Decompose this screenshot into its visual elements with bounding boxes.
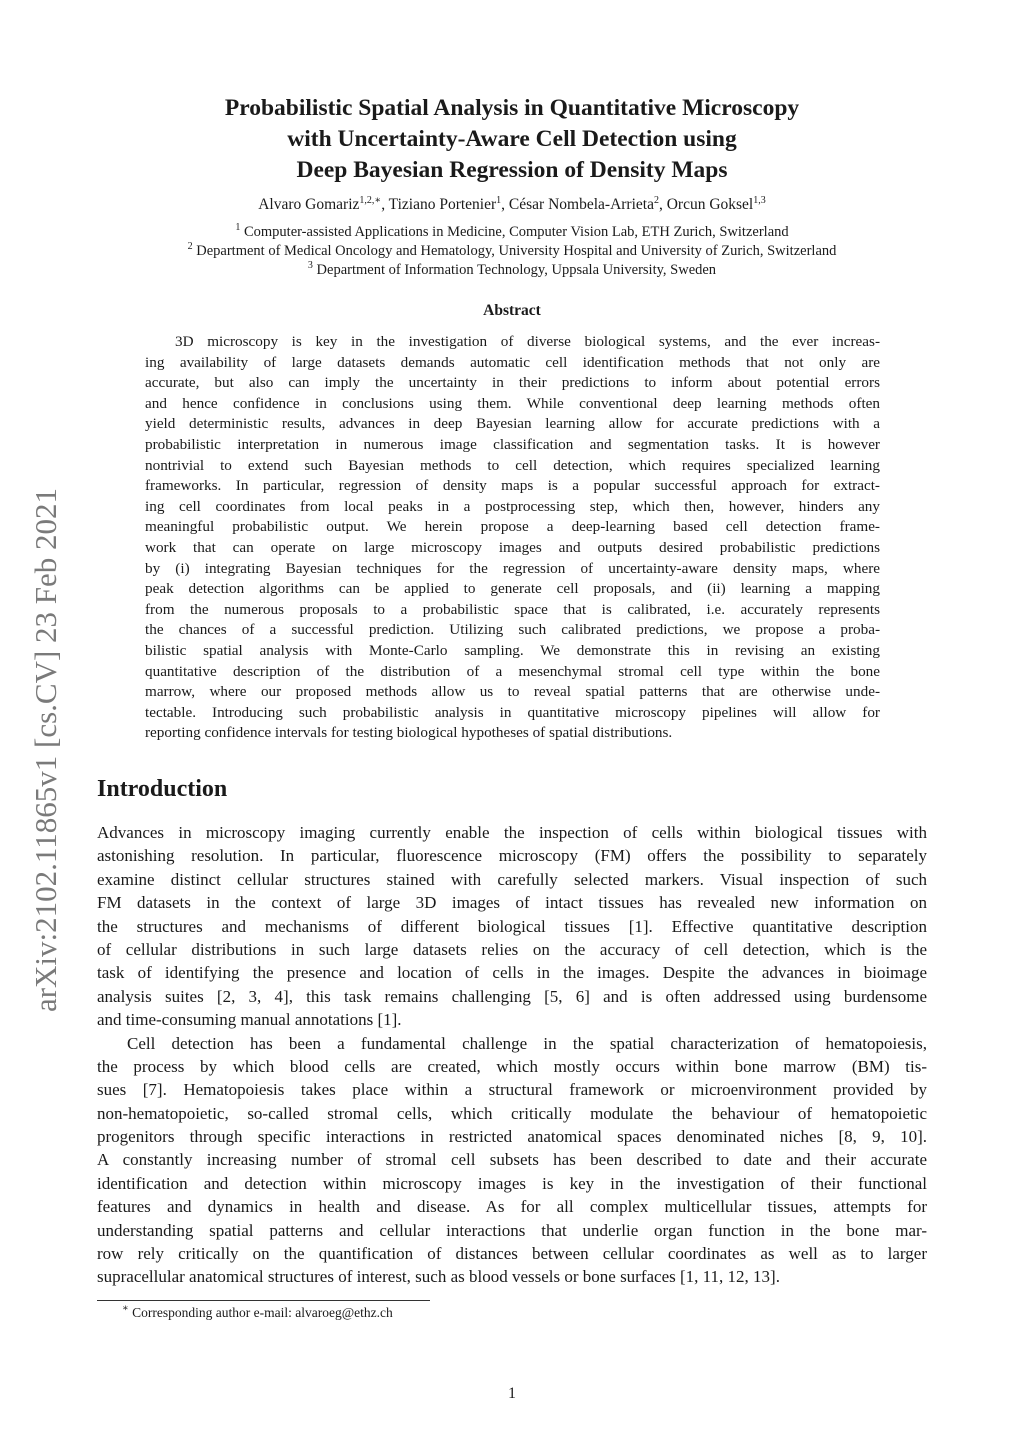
text-line: identification and detection within microscopy images is key in the investigation of their functional: [97, 1173, 927, 1193]
page-number: 1: [508, 1385, 516, 1402]
text-line: peak detection algorithms can be applied to generate cell proposals, and (ii) learning a mapping: [145, 580, 880, 598]
text-line: tectable. Introducing such probabilistic analysis in quantitative microscopy pipelines will allow for: [145, 703, 880, 721]
abstract-heading: Abstract: [483, 302, 541, 319]
text-line: non-hematopoietic, so-called stromal cells, which critically modulate the behaviour of hematopoietic: [97, 1103, 927, 1123]
title-line: Probabilistic Spatial Analysis in Quantitative Microscopy: [224, 95, 800, 121]
text-line: examine distinct cellular structures stained with carefully selected markers. Visual inspection of such: [97, 869, 927, 889]
text-line: from the numerous proposals to a probabilistic space that is calibrated, i.e. accurately represents: [145, 600, 880, 618]
footnote-rule: [97, 1300, 430, 1301]
text-line: features and dynamics in health and disease. As for all complex multicellular tissues, attempts for: [97, 1197, 927, 1217]
text-line: and time-consuming manual annotations [1].: [97, 1010, 402, 1030]
text-line: astonishing resolution. In particular, fluorescence microscopy (FM) offers the possibility to separately: [97, 846, 927, 866]
author-affiliation-mark: 1: [496, 195, 502, 206]
text-line: probabilistic interpretation in numerous image classification and segmentation tasks. It is however: [145, 435, 880, 453]
text-line: the process by which blood cells are created, which mostly occurs within bone marrow (BM) tis-: [97, 1056, 927, 1076]
text-line: understanding spatial patterns and cellular interactions that underlie organ function in the bone mar-: [97, 1220, 927, 1240]
abstract-body: [145, 332, 880, 744]
text-line: ing cell coordinates from local peaks in a postprocessing step, which then, however, hinders any: [145, 497, 880, 515]
affiliation-number: 3: [307, 260, 313, 271]
text-line: and hence confidence in conclusions using them. While conventional deep learning methods often: [145, 394, 880, 412]
section-heading-introduction: Introduction: [97, 776, 228, 802]
text-line: marrow, where our proposed methods allow us to reveal spatial patterns that are otherwise unde-: [145, 683, 880, 701]
author-name: Tiziano Portenier: [388, 196, 497, 213]
footnote-mark: ∗: [122, 1303, 129, 1314]
text-line: row rely critically on the quantification of distances between cellular coordinates as well as to larger: [97, 1244, 927, 1264]
affiliation-text: Department of Information Technology, Uppsala University, Sweden: [316, 262, 717, 278]
text-line: sues [7]. Hematopoiesis takes place within a structural framework or microenvironment provided by: [97, 1080, 927, 1100]
text-line: the structures and mechanisms of different biological tissues [1]. Effective quantitative description: [97, 916, 927, 936]
text-line: quantitative description of the distribution of a mesenchymal stromal cell type within the bone: [145, 662, 880, 680]
text-line: the chances of a successful prediction. Utilizing such calibrated predictions, we propose a proba-: [145, 621, 880, 639]
text-line: task of identifying the presence and location of cells in the images. Despite the advances in bioimage: [97, 963, 927, 983]
author-name: Alvaro Gomariz: [258, 196, 360, 213]
text-line: meaningful probabilistic output. We herein propose a deep-learning based cell detection frame-: [145, 518, 880, 536]
text-line: yield deterministic results, advances in deep Bayesian learning allow for accurate predictions with a: [145, 415, 880, 433]
text-line: A constantly increasing number of stromal cell subsets has been described to date and their accurate: [97, 1150, 927, 1170]
author-affiliation-mark: 1,3: [753, 195, 766, 206]
text-line: bilistic spatial analysis with Monte-Carlo sampling. We demonstrate this in revising an existing: [145, 641, 880, 659]
text-line: progenitors through specific interactions in restricted anatomical spaces denominated niches [8, 9, 10].: [97, 1127, 927, 1147]
text-line: by (i) integrating Bayesian techniques for the regression of uncertainty-aware density maps, where: [145, 559, 880, 577]
text-line: frameworks. In particular, regression of density maps is a popular successful approach for extract-: [145, 477, 880, 495]
text-line: accurate, but also can imply the uncertainty in their predictions to inform about potential errors: [145, 374, 880, 392]
author-list: Alvaro Gomariz$^{1,2,∗}$, Tiziano Portenier$^1$, César Nombela-Arrieta$^2$, Orcun Goksel$^{1,3}$: [258, 195, 766, 213]
author-name: Orcun Goksel: [666, 196, 754, 213]
text-line: analysis suites [2, 3, 4], this task remains challenging [5, 6] and is often addressed using burdensome: [97, 986, 927, 1006]
text-line: of cellular distributions in such large datasets relies on the accuracy of cell detection, which is the: [97, 939, 927, 959]
affiliation: [0, 243, 1024, 260]
affiliation: [0, 224, 1024, 241]
affiliation-text: Department of Medical Oncology and Hematology, University Hospital and University of Zurich, Switzerland: [196, 243, 837, 259]
text-line: FM datasets in the context of large 3D images of intact tissues has revealed new information on: [97, 893, 927, 913]
text-line: nontrivial to extend such Bayesian methods to cell detection, which requires specialized learning: [145, 456, 880, 474]
author-affiliation-mark: 2: [653, 195, 659, 206]
text-line: work that can operate on large microscopy images and outputs desired probabilistic predictions: [145, 538, 880, 556]
affiliation: [0, 262, 1024, 279]
affiliation-number: 1: [235, 222, 241, 233]
title-line: Deep Bayesian Regression of Density Maps: [296, 157, 728, 183]
introduction-body: [97, 821, 927, 1289]
title-line: with Uncertainty-Aware Cell Detection using: [287, 126, 737, 152]
text-line: reporting confidence intervals for testing biological hypotheses of spatial distributions.: [145, 724, 673, 742]
text-line: ing availability of large datasets demands automatic cell identification methods that not only are: [145, 353, 880, 371]
author-affiliation-mark: 1,2,∗: [359, 195, 382, 206]
text-line: Cell detection has been a fundamental challenge in the spatial characterization of hematopoiesis,: [127, 1033, 927, 1053]
footnote: [122, 1305, 393, 1321]
text-line: supracellular anatomical structures of interest, such as blood vessels or bone surfaces [1, 11, 12, 13].: [97, 1267, 780, 1287]
footnote-text: Corresponding author e-mail: alvaroeg@ethz.ch: [132, 1305, 393, 1320]
text-line: 3D microscopy is key in the investigation of diverse biological systems, and the ever increas-: [175, 333, 880, 350]
affiliation-number: 2: [187, 241, 193, 252]
affiliation-text: Computer-assisted Applications in Medicine, Computer Vision Lab, ETH Zurich, Switzerland: [243, 224, 789, 240]
arxiv-identifier-stamp: arXiv:2102.11865v1 [cs.CV] 23 Feb 2021: [28, 487, 63, 1013]
author-name: César Nombela-Arrieta: [508, 196, 654, 213]
paper-title: [0, 93, 1024, 186]
text-line: Advances in microscopy imaging currently enable the inspection of cells within biological tissues with: [97, 823, 927, 842]
